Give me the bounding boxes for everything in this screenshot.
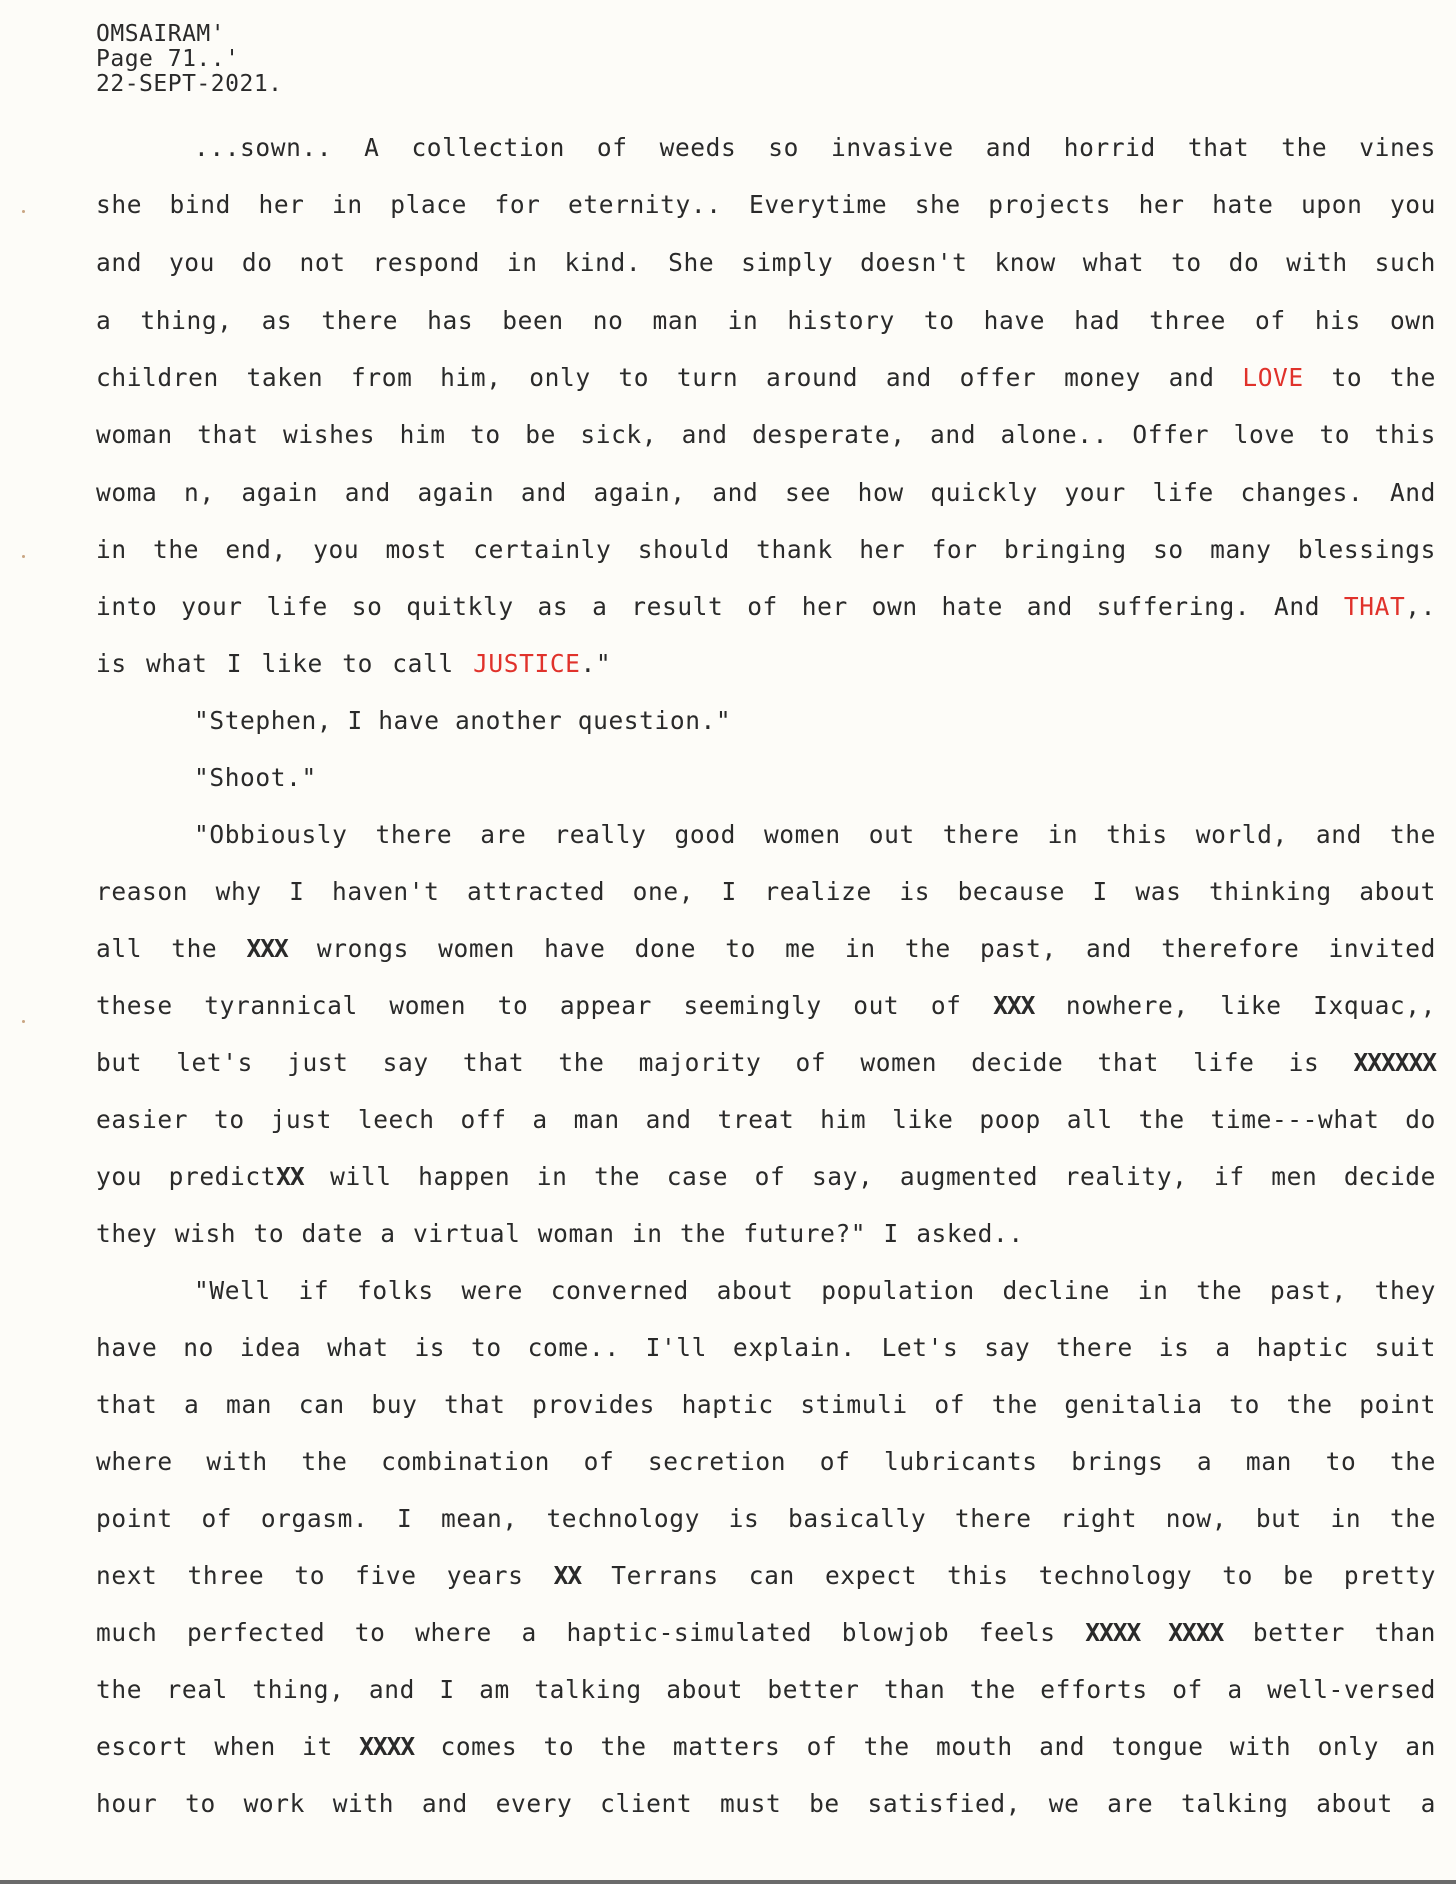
text-line: that a man can buy that provides haptic stimuli of the genitalia to the point bbox=[96, 1390, 1436, 1419]
text-segment: is what I like to call bbox=[96, 649, 454, 678]
red-word-that: THAT bbox=[1343, 592, 1406, 621]
text-line: she bind her in place for eternity.. Everytime she projects her hate upon you bbox=[96, 190, 1436, 219]
red-word-love: LOVE bbox=[1242, 363, 1304, 392]
text-line bbox=[96, 1616, 1436, 1650]
text-segment: comes to the matters of the mouth and tongue with only an bbox=[440, 1732, 1436, 1761]
text-line bbox=[96, 361, 1436, 395]
text-segment: children taken from him, only to turn around and offer money and bbox=[96, 363, 1215, 392]
text-line: point of orgasm. I mean, technology is basically there right now, but in the bbox=[96, 1504, 1436, 1533]
text-segment: wrongs women have done to me in the past, and therefore invited bbox=[316, 934, 1436, 963]
text-segment: will happen in the case of say, augmented reality, if men decide bbox=[330, 1162, 1436, 1191]
dialogue-line: "Stephen, I have another question." bbox=[194, 706, 732, 735]
dialogue-line: "Shoot." bbox=[194, 763, 317, 792]
text-segment: ." bbox=[580, 649, 612, 678]
text-line: "Well if folks were converned about population decline in the past, they bbox=[194, 1276, 1436, 1305]
text-segment: ,. bbox=[1405, 592, 1436, 621]
margin-mark bbox=[22, 210, 25, 213]
text-line: where with the combination of secretion of lubricants brings a man to the bbox=[96, 1447, 1436, 1476]
margin-mark bbox=[22, 555, 25, 558]
text-line: reason why I haven't attracted one, I realize is because I was thinking about bbox=[96, 877, 1436, 906]
text-line: hour to work with and every client must be satisfied, we are talking about a bbox=[96, 1789, 1436, 1818]
text-segment: but let's just say that the majority of women decide that life is bbox=[96, 1048, 1320, 1077]
text-line bbox=[96, 1559, 1436, 1593]
text-line: and you do not respond in kind. She simply doesn't know what to do with such bbox=[96, 248, 1436, 277]
text-line: easier to just leech off a man and treat him like poop all the time---what do bbox=[96, 1105, 1436, 1134]
struck-out-text: XXX bbox=[246, 934, 288, 963]
text-segment: all the bbox=[96, 934, 218, 963]
text-line bbox=[96, 1730, 1436, 1764]
text-line bbox=[96, 590, 1436, 624]
text-line: "Obbiously there are really good women out there in this world, and the bbox=[194, 820, 1436, 849]
text-line: in the end, you most certainly should thank her for bringing so many blessings bbox=[96, 535, 1436, 564]
text-line bbox=[96, 1046, 1436, 1080]
text-segment: nowhere, like Ixquac,, bbox=[1065, 991, 1436, 1020]
header-title: OMSAIRAM' bbox=[96, 21, 226, 47]
struck-out-text: XX bbox=[553, 1561, 582, 1590]
text-segment: escort when it bbox=[96, 1732, 333, 1761]
struck-out-text: XXXX bbox=[359, 1732, 415, 1761]
text-line: a thing, as there has been no man in history to have had three of his own bbox=[96, 306, 1436, 335]
red-word-justice: JUSTICE bbox=[473, 649, 581, 678]
header-page-number: Page 71..' bbox=[96, 46, 240, 72]
struck-out-text: XXXX XXXX bbox=[1085, 1618, 1224, 1647]
text-line: woman that wishes him to be sick, and desperate, and alone.. Offer love to this bbox=[96, 420, 1436, 449]
text-segment: to the bbox=[1331, 363, 1436, 392]
text-line: have no idea what is to come.. I'll explain. Let's say there is a haptic suit bbox=[96, 1333, 1436, 1362]
scan-edge-line bbox=[0, 1880, 1456, 1884]
text-segment: into your life so quitkly as a result of her own hate and suffering. And bbox=[96, 592, 1321, 621]
struck-out-text: XXXXXX bbox=[1353, 1048, 1436, 1077]
text-line: woma n, again and again and again, and see how quickly your life changes. And bbox=[96, 478, 1436, 507]
margin-mark bbox=[22, 1020, 25, 1023]
struck-out-text: XXX bbox=[993, 991, 1035, 1020]
text-segment: you predict bbox=[96, 1162, 277, 1191]
text-segment: Terrans can expect this technology to be pretty bbox=[611, 1561, 1437, 1590]
text-segment: next three to five years bbox=[96, 1561, 524, 1590]
text-line: they wish to date a virtual woman in the future?" I asked.. bbox=[96, 1219, 1024, 1248]
text-line: ...sown.. A collection of weeds so invasive and horrid that the vines bbox=[194, 133, 1436, 162]
text-line bbox=[96, 932, 1436, 966]
text-segment: these tyrannical women to appear seemingly out of bbox=[96, 991, 962, 1020]
text-segment: much perfected to where a haptic-simulated blowjob feels bbox=[96, 1618, 1056, 1647]
struck-out-text: XX bbox=[276, 1162, 304, 1191]
text-line bbox=[96, 1160, 1436, 1194]
text-segment: better than bbox=[1252, 1618, 1436, 1647]
text-line bbox=[96, 647, 1436, 681]
header-date: 22-SEPT-2021. bbox=[96, 71, 283, 97]
text-line bbox=[96, 989, 1436, 1023]
text-line: the real thing, and I am talking about better than the efforts of a well-versed bbox=[96, 1675, 1436, 1704]
